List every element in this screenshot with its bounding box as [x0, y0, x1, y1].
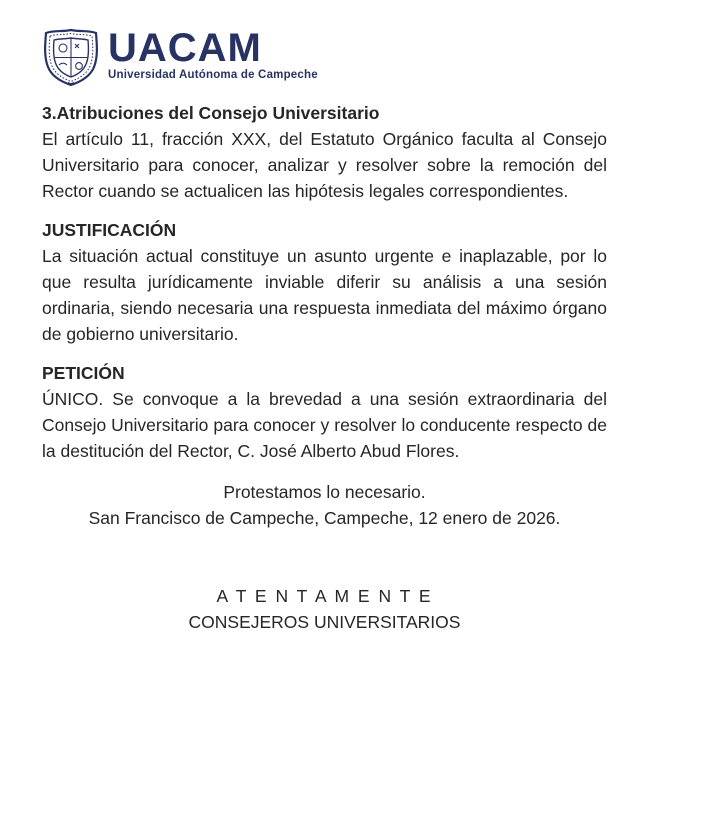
- protest-line: Protestamos lo necesario.: [223, 482, 426, 502]
- section-heading: PETICIÓN: [42, 363, 125, 383]
- uacam-wordmark: UACAM: [108, 26, 262, 70]
- signature-block: [42, 583, 607, 635]
- uacam-crest-icon: [42, 27, 100, 87]
- signers-line: CONSEJEROS UNIVERSITARIOS: [188, 612, 461, 632]
- uacam-tagline: Universidad Autónoma de Campeche: [108, 69, 318, 81]
- uacam-letterhead: [0, 0, 707, 87]
- section-paragraph: El artículo 11, fracción XXX, del Estatuto Orgánico faculta al Consejo Universitario para conocer, analizar y resolver sobre la remoción del Rector cuando se actualicen las hipótesis legales correspondientes.: [42, 129, 607, 201]
- section-justificacion: [42, 217, 607, 347]
- section-heading: 3.Atribuciones del Consejo Universitario: [42, 103, 380, 123]
- letter-body: [42, 100, 607, 635]
- uacam-logo: [108, 27, 318, 81]
- section-atribuciones: [42, 100, 607, 204]
- section-paragraph: ÚNICO. Se convoque a la brevedad a una sesión extraordinaria del Consejo Universitario para conocer y resolver lo conducente respecto de la destitución del Rector, C. José Alberto Abud Flores.: [42, 389, 607, 461]
- closing-block: [42, 479, 607, 531]
- section-heading: JUSTIFICACIÓN: [42, 220, 177, 240]
- dateline: San Francisco de Campeche, Campeche, 12 enero de 2026.: [88, 508, 561, 528]
- section-paragraph: La situación actual constituye un asunto urgente e inaplazable, por lo que resulta jurídicamente inviable diferir su análisis a una sesión ordinaria, siendo necesaria una respuesta inmediata del máximo órgano de gobierno universitario.: [42, 246, 607, 344]
- section-peticion: [42, 360, 607, 464]
- salutation-line: A T E N T A M E N T E: [216, 586, 433, 606]
